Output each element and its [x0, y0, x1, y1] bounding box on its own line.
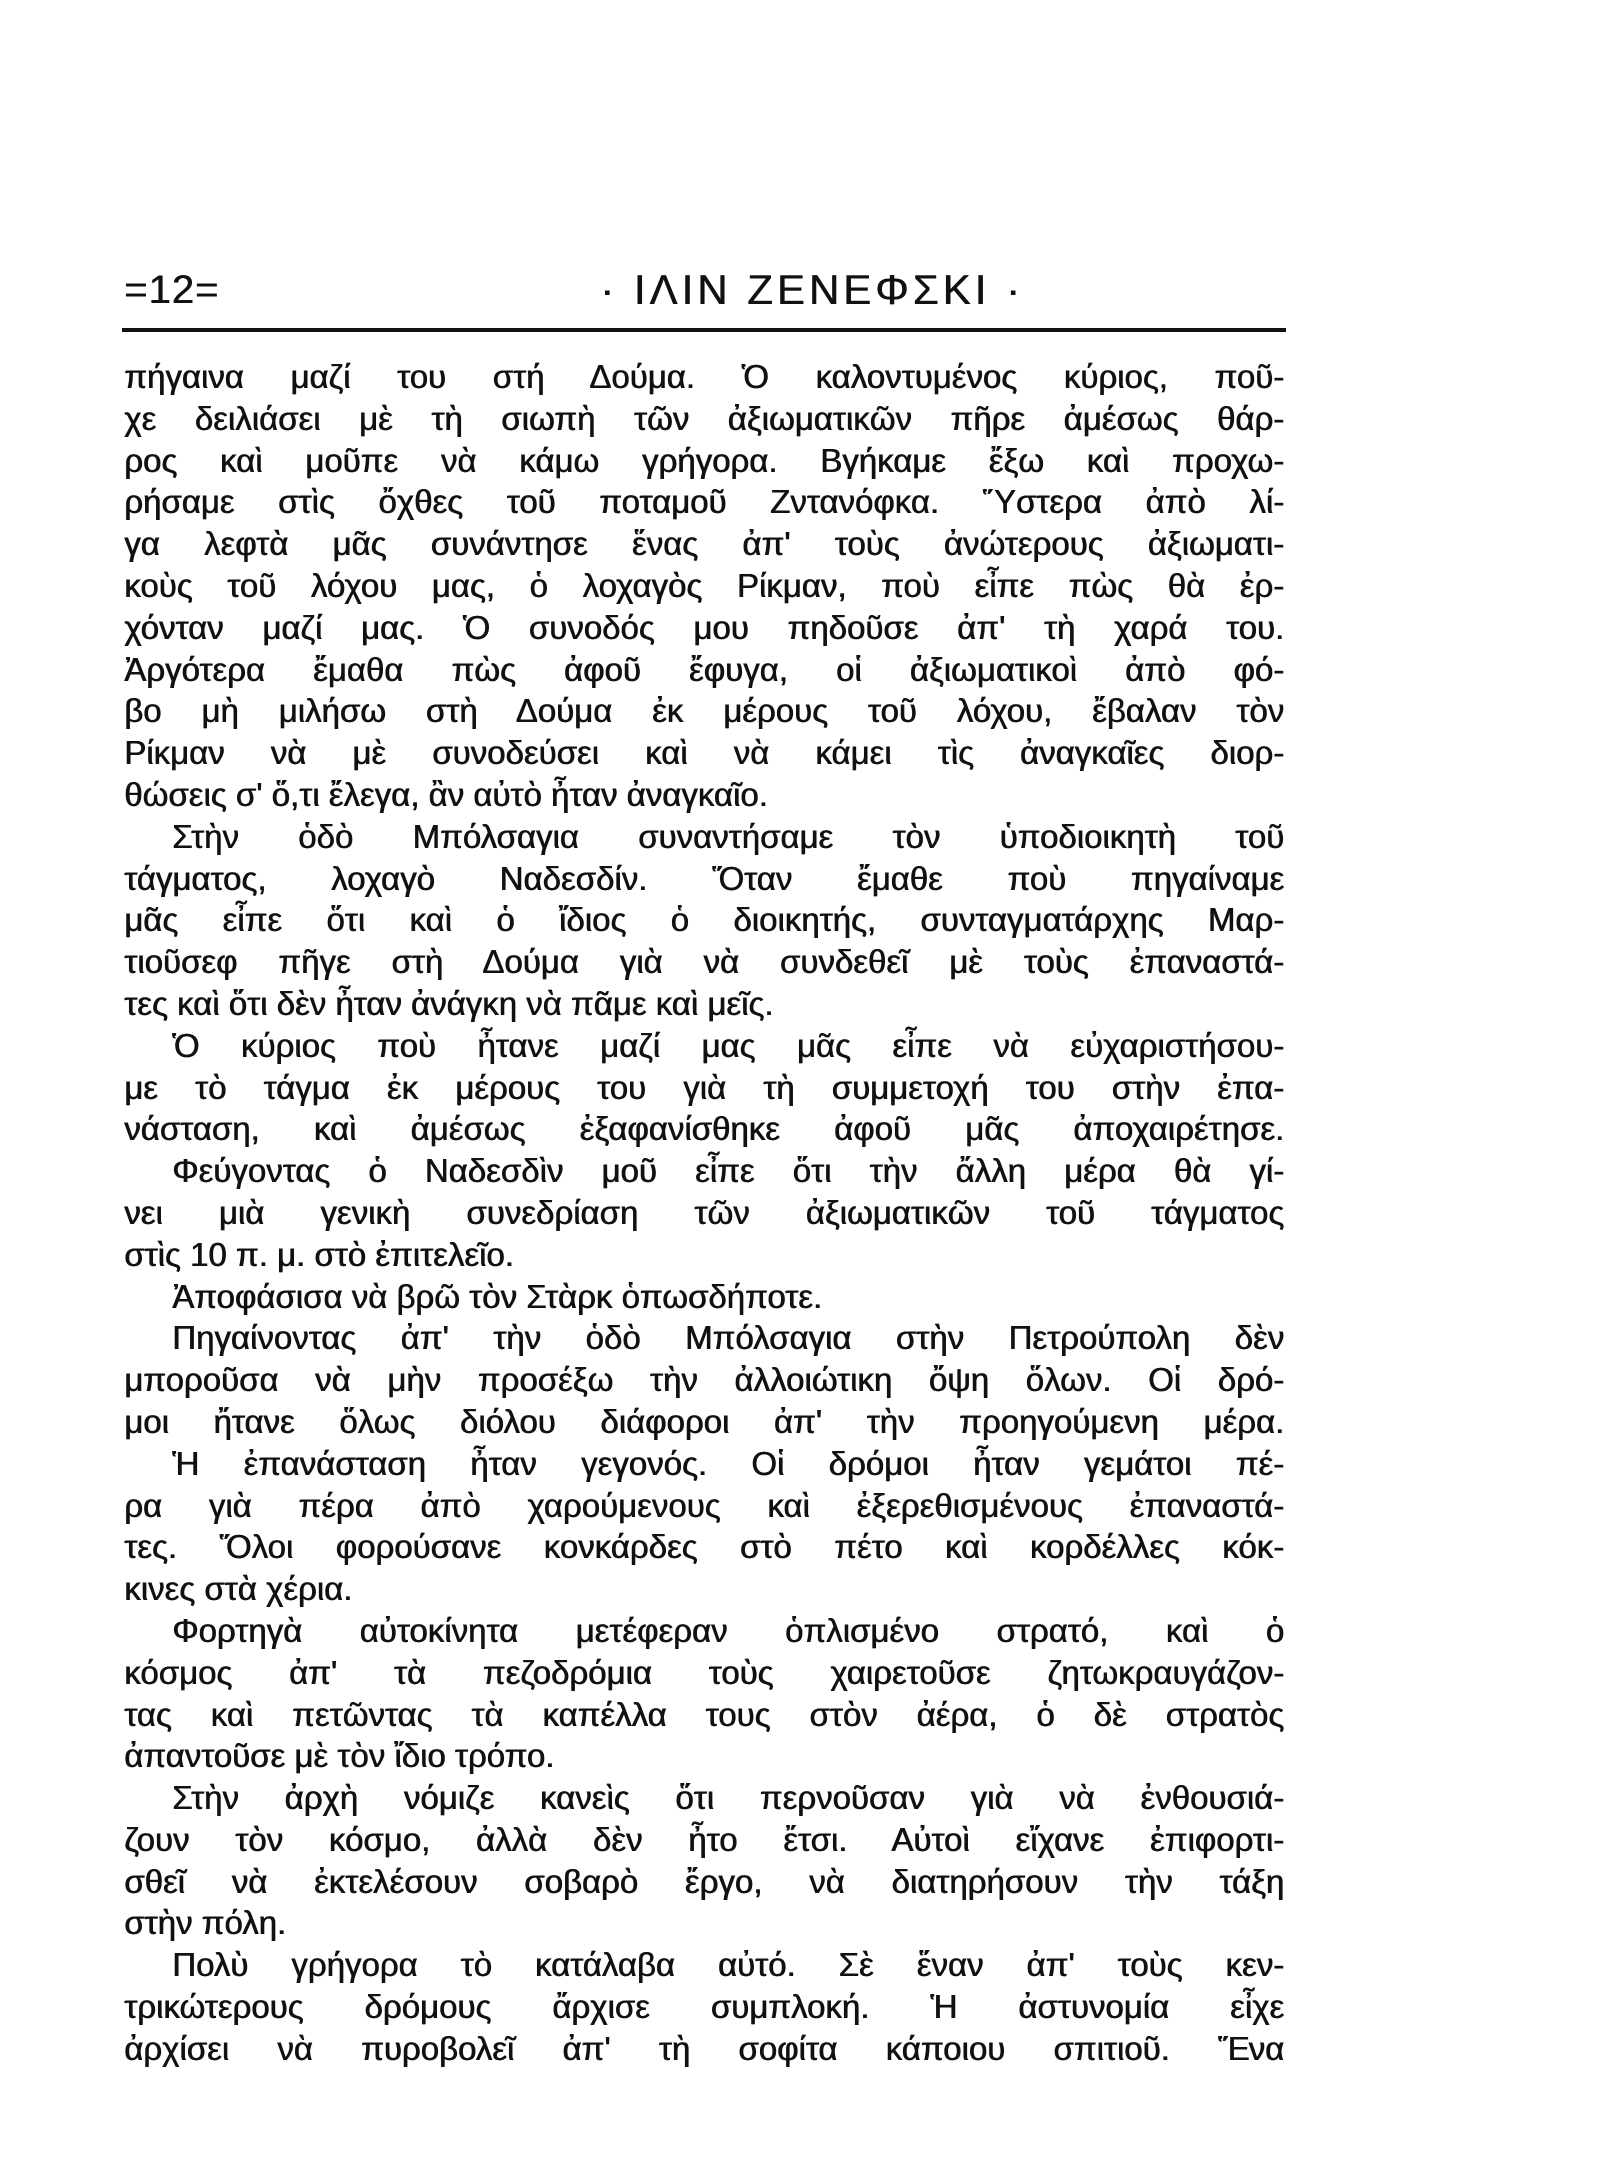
- text-line: μοι ἤτανε ὅλως διόλου διάφοροι ἀπ' τὴν προηγούμενη μέρα.: [124, 1402, 1284, 1440]
- text-line: στὶς 10 π. μ. στὸ ἐπιτελεῖο.: [124, 1235, 514, 1273]
- text-line: Ἡ ἐπανάσταση ἦταν γεγονός. Οἱ δρόμοι ἦταν γεμάτοι πέ-: [172, 1444, 1284, 1482]
- text-line: χε δειλιάσει μὲ τὴ σιωπὴ τῶν ἀξιωματικῶν πῆρε ἀμέσως θάρ-: [124, 399, 1284, 437]
- text-line: Φεύγοντας ὁ Ναδεσδὶν μοῦ εἶπε ὅτι τὴν ἄλλη μέρα θὰ γί-: [172, 1152, 1284, 1190]
- text-line: μποροῦσα νὰ μὴν προσέξω τὴν ἀλλοιώτικη ὄψη ὅλων. Οἱ δρό-: [124, 1361, 1284, 1399]
- text-line: με τὸ τάγμα ἐκ μέρους του γιὰ τὴ συμμετοχή του στὴν ἐπα-: [124, 1068, 1284, 1106]
- text-line: ρήσαμε στὶς ὄχθες τοῦ ποταμοῦ Ζντανόφκα. Ὕστερα ἀπὸ λί-: [124, 483, 1284, 521]
- text-line: Πολὺ γρήγορα τὸ κατάλαβα αὐτό. Σὲ ἕναν ἀπ' τοὺς κεν-: [172, 1946, 1284, 1984]
- text-line: χόνταν μαζί μας. Ὁ συνοδός μου πηδοῦσε ἀπ' τὴ χαρά του.: [124, 608, 1284, 646]
- text-line: Ὁ κύριος ποὺ ἦτανε μαζί μας μᾶς εἶπε νὰ εὐχαριστήσου-: [172, 1026, 1284, 1064]
- page-number: =12=: [124, 268, 220, 312]
- text-line: ρος καὶ μοῦπε νὰ κάμω γρήγορα. Βγήκαμε ἔξω καὶ προχω-: [124, 441, 1284, 479]
- text-line: στὴν πόλη.: [124, 1904, 286, 1942]
- text-line: Στὴν ὁδὸ Μπόλσαγια συναντήσαμε τὸν ὑποδιοικητὴ τοῦ: [172, 817, 1284, 855]
- text-line: Ρίκμαν νὰ μὲ συνοδεύσει καὶ νὰ κάμει τὶς ἀναγκαῖες διορ-: [124, 734, 1284, 772]
- text-line: πήγαινα μαζί του στή Δούμα. Ὁ καλοντυμένος κύριος, ποῦ-: [124, 358, 1284, 395]
- text-line: βο μὴ μιλήσω στὴ Δούμα ἐκ μέρους τοῦ λόχου, ἔβαλαν τὸν: [124, 692, 1284, 730]
- text-line: Φορτηγὰ αὐτοκίνητα μετέφεραν ὁπλισμένο στρατό, καὶ ὁ: [172, 1611, 1284, 1649]
- text-line: ζουν τὸν κόσμο, ἀλλὰ δὲν ἦτο ἔτσι. Αὐτοὶ εἴχανε ἐπιφορτι-: [124, 1820, 1284, 1858]
- text-line: ἀρχίσει νὰ πυροβολεῖ ἀπ' τὴ σοφίτα κάποιου σπιτιοῦ. Ἕνα: [124, 2029, 1284, 2067]
- text-line: ρα γιὰ πέρα ἀπὸ χαρούμενους καὶ ἐξερεθισμένους ἐπαναστά-: [124, 1486, 1284, 1524]
- text-line: Ἀποφάσισα νὰ βρῶ τὸν Στὰρκ ὁπωσδήποτε.: [172, 1277, 822, 1315]
- text-line: μᾶς εἶπε ὅτι καὶ ὁ ἴδιος ὁ διοικητής, συνταγματάρχης Μαρ-: [124, 901, 1284, 939]
- text-line: νει μιὰ γενικὴ συνεδρίαση τῶν ἀξιωματικῶν τοῦ τάγματος: [124, 1193, 1284, 1231]
- body-text: [124, 356, 1284, 2070]
- text-line: τες. Ὅλοι φορούσανε κονκάρδες στὸ πέτο καὶ κορδέλλες κόκ-: [124, 1528, 1284, 1566]
- text-line: τες καὶ ὅτι δὲν ἦταν ἀνάγκη νὰ πᾶμε καὶ μεῖς.: [124, 984, 774, 1022]
- text-line: τας καὶ πετῶντας τὰ καπέλλα τους στὸν ἀέρα, ὁ δὲ στρατὸς: [124, 1695, 1284, 1733]
- header-rule: [122, 328, 1286, 332]
- text-line: Πηγαίνοντας ἀπ' τὴν ὁδὸ Μπόλσαγια στὴν Πετρούπολη δὲν: [172, 1319, 1284, 1357]
- running-header-title: · ΙΛΙΝ ΖΕΝΕΦΣΚΙ ·: [600, 266, 1024, 313]
- text-line: ἀπαντοῦσε μὲ τὸν ἴδιο τρόπο.: [124, 1737, 555, 1775]
- text-line: Ἀργότερα ἔμαθα πὼς ἀφοῦ ἔφυγα, οἱ ἀξιωματικοὶ ἀπὸ φό-: [124, 650, 1284, 688]
- text-line: σθεῖ νὰ ἐκτελέσουν σοβαρὸ ἔργο, νὰ διατηρήσουν τὴν τάξη: [124, 1862, 1284, 1900]
- text-line: κοὺς τοῦ λόχου μας, ὁ λοχαγὸς Ρίκμαν, ποὺ εἶπε πὼς θὰ ἐρ-: [124, 566, 1284, 604]
- text-line: κόσμος ἀπ' τὰ πεζοδρόμια τοὺς χαιρετοῦσε ζητωκραυγάζον-: [124, 1653, 1284, 1691]
- text-line: θώσεις σ' ὅ,τι ἔλεγα, ἂν αὐτὸ ἦταν ἀναγκαῖο.: [124, 775, 768, 813]
- text-line: τάγματος, λοχαγὸ Ναδεσδίν. Ὅταν ἔμαθε ποὺ πηγαίναμε: [124, 859, 1284, 897]
- text-line: τιοῦσεφ πῆγε στὴ Δούμα γιὰ νὰ συνδεθεῖ μὲ τοὺς ἐπαναστά-: [124, 943, 1284, 981]
- text-line: γα λεφτὰ μᾶς συνάντησε ἕνας ἀπ' τοὺς ἀνώτερους ἀξιωματι-: [124, 525, 1284, 563]
- text-line: τρικώτερους δρόμους ἄρχισε συμπλοκή. Ἡ ἀστυνομία εἶχε: [124, 1988, 1284, 2026]
- text-line: Στὴν ἀρχὴ νόμιζε κανεὶς ὅτι περνοῦσαν γιὰ νὰ ἐνθουσιά-: [172, 1779, 1284, 1817]
- text-line: κινες στὰ χέρια.: [124, 1570, 353, 1608]
- text-line: νάσταση, καὶ ἀμέσως ἐξαφανίσθηκε ἀφοῦ μᾶς ἀποχαιρέτησε.: [124, 1110, 1284, 1148]
